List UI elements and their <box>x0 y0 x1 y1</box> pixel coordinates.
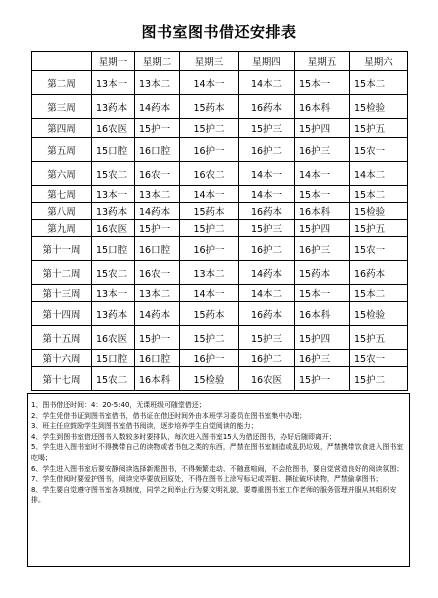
table-row <box>32 186 408 203</box>
class-cell: 16护二 <box>239 237 295 261</box>
class-cell: 15口腔 <box>92 350 135 367</box>
class-cell: 15护一 <box>135 326 180 350</box>
class-cell: 15口腔 <box>92 138 135 162</box>
header-friday: 星期五 <box>295 52 350 71</box>
table-row <box>32 138 408 162</box>
class-cell: 16农医 <box>92 220 135 237</box>
class-cell: 16农医 <box>92 326 135 350</box>
class-cell: 15护四 <box>295 326 350 350</box>
class-cell: 16护二 <box>239 350 295 367</box>
class-cell: 15护一 <box>135 220 180 237</box>
class-cell: 13药本 <box>92 203 135 220</box>
week-label: 第七周 <box>32 186 92 203</box>
class-cell: 14药本 <box>135 302 180 326</box>
class-cell: 15本一 <box>295 186 350 203</box>
class-cell: 15护三 <box>239 119 295 138</box>
week-label: 第四周 <box>32 119 92 138</box>
class-cell: 15护一 <box>135 119 180 138</box>
class-cell: 14本一 <box>180 71 239 95</box>
class-cell: 15护二 <box>180 326 239 350</box>
class-cell: 14本一 <box>295 162 350 186</box>
table-row <box>32 367 408 391</box>
table-row <box>32 261 408 285</box>
class-cell: 15药本 <box>180 95 239 119</box>
class-cell: 13本二 <box>180 261 239 285</box>
note-item: 8、学生要自觉遵守图书室各项制度，同学之间举止行为要文明礼貌，要尊重图书室工作老师的服务管理并服从其组织安排。 <box>31 485 397 505</box>
notes-list <box>31 400 406 506</box>
class-cell: 15护三 <box>239 326 295 350</box>
week-label: 第九周 <box>32 220 92 237</box>
class-cell: 15护二 <box>350 367 408 391</box>
class-cell: 15护五 <box>350 119 408 138</box>
table-row <box>32 326 408 350</box>
class-cell: 15药本 <box>295 261 350 285</box>
note-item: 7、学生借阅时要爱护图书，阅读完毕要放回原处，不得在图书上涂写标记或弄脏、撕扯破坏读物，严禁偷拿图书； <box>31 475 383 484</box>
class-cell: 15检验 <box>350 95 408 119</box>
class-cell: 16护二 <box>239 138 295 162</box>
table-row <box>32 162 408 186</box>
class-cell: 15农一 <box>350 237 408 261</box>
class-cell: 16本科 <box>295 302 350 326</box>
note-item: 5、学生进入图书室时不得携带自己的读物或者书包之类的东西，严禁在图书室制造或乱扔垃圾，严禁携带饮食进入图书室吃喝； <box>31 443 404 462</box>
class-cell: 14本一 <box>239 162 295 186</box>
class-cell: 15检验 <box>180 367 239 391</box>
class-cell: 16护一 <box>180 237 239 261</box>
header-saturday: 星期六 <box>350 52 408 71</box>
class-cell: 15护三 <box>239 220 295 237</box>
class-cell: 15农一 <box>350 350 408 367</box>
class-cell: 15护五 <box>350 220 408 237</box>
class-cell: 16药本 <box>239 302 295 326</box>
class-cell: 16药本 <box>239 203 295 220</box>
class-cell: 15护一 <box>295 367 350 391</box>
class-cell: 14药本 <box>135 95 180 119</box>
class-cell: 16口腔 <box>135 237 180 261</box>
notes-box <box>27 393 410 567</box>
class-cell: 14药本 <box>135 203 180 220</box>
class-cell: 15护二 <box>180 220 239 237</box>
class-cell: 15农二 <box>92 367 135 391</box>
week-label: 第十四周 <box>32 302 92 326</box>
class-cell: 14本一 <box>239 186 295 203</box>
class-cell: 15口腔 <box>92 237 135 261</box>
table-row <box>32 95 408 119</box>
page-title: 图书室图书借还安排表 <box>141 23 297 41</box>
class-cell: 14本二 <box>239 285 295 302</box>
table-row <box>32 302 408 326</box>
class-cell: 16农医 <box>239 367 295 391</box>
week-label: 第二周 <box>32 71 92 95</box>
class-cell: 15药本 <box>180 203 239 220</box>
class-cell: 16农二 <box>180 162 239 186</box>
week-label: 第十二周 <box>32 261 92 285</box>
class-cell: 16口腔 <box>135 350 180 367</box>
class-cell: 15护二 <box>180 119 239 138</box>
header-row <box>32 52 408 71</box>
class-cell: 16本科 <box>295 95 350 119</box>
class-cell: 14本二 <box>350 162 408 186</box>
class-cell: 16护一 <box>180 350 239 367</box>
note-item: 6、学生进入图书室后要安静阅读选择新需图书，不得频繁走动、不随意喧闹，不会抢图书，要自觉营造良好的阅读氛围； <box>31 464 404 473</box>
week-label: 第八周 <box>32 203 92 220</box>
class-cell: 16护三 <box>295 138 350 162</box>
table-row <box>32 119 408 138</box>
table-row <box>32 285 408 302</box>
class-cell: 13本一 <box>92 71 135 95</box>
class-cell: 16口腔 <box>135 138 180 162</box>
class-cell: 14本一 <box>180 186 239 203</box>
week-label: 第五周 <box>32 138 92 162</box>
header-corner <box>32 52 92 71</box>
class-cell: 14本一 <box>180 285 239 302</box>
table-row <box>32 350 408 367</box>
class-cell: 16农医 <box>92 119 135 138</box>
class-cell: 15农一 <box>350 138 408 162</box>
table-row <box>32 220 408 237</box>
table-row <box>32 237 408 261</box>
week-label: 第十一周 <box>32 237 92 261</box>
week-label: 第十三周 <box>32 285 92 302</box>
class-cell: 16药本 <box>350 261 408 285</box>
class-cell: 13药本 <box>92 302 135 326</box>
week-label: 第十七周 <box>32 367 92 391</box>
header-tuesday: 星期二 <box>135 52 180 71</box>
class-cell: 16农一 <box>135 261 180 285</box>
class-cell: 16护三 <box>295 237 350 261</box>
week-label: 第六周 <box>32 162 92 186</box>
class-cell: 16农一 <box>135 162 180 186</box>
note-item: 4、学生到图书室借还图书人数较多时要排队，每次进入图书室15人为借还图书，办好后随即离开； <box>31 432 336 441</box>
class-cell: 13药本 <box>92 95 135 119</box>
schedule-body <box>32 71 408 391</box>
table-row <box>32 203 408 220</box>
class-cell: 15护五 <box>350 326 408 350</box>
week-label: 第十五周 <box>32 326 92 350</box>
class-cell: 13本一 <box>92 285 135 302</box>
class-cell: 16护三 <box>295 350 350 367</box>
class-cell: 13本二 <box>135 186 180 203</box>
class-cell: 15检验 <box>350 302 408 326</box>
note-item: 3、班主任应鼓励学生到图书室借书阅读，逐步培养学生自觉阅读的能力； <box>31 422 258 431</box>
class-cell: 15检验 <box>350 203 408 220</box>
class-cell: 15本二 <box>350 71 408 95</box>
class-cell: 15本二 <box>350 186 408 203</box>
class-cell: 14药本 <box>239 261 295 285</box>
class-cell: 15农二 <box>92 261 135 285</box>
class-cell: 13本二 <box>135 285 180 302</box>
class-cell: 15本一 <box>295 285 350 302</box>
class-cell: 15药本 <box>180 302 239 326</box>
note-item: 1、图书借还时间：4：20-5:40，无课班级可随堂借还； <box>31 401 206 409</box>
week-label: 第十六周 <box>32 350 92 367</box>
class-cell: 15护四 <box>295 220 350 237</box>
header-thursday: 星期四 <box>239 52 295 71</box>
class-cell: 13本一 <box>92 186 135 203</box>
class-cell: 13本二 <box>135 71 180 95</box>
schedule-table <box>31 51 408 391</box>
header-monday: 星期一 <box>92 52 135 71</box>
class-cell: 16药本 <box>239 95 295 119</box>
class-cell: 15农二 <box>92 162 135 186</box>
class-cell: 16本科 <box>295 203 350 220</box>
class-cell: 15本二 <box>350 285 408 302</box>
header-wednesday: 星期三 <box>180 52 239 71</box>
class-cell: 15护四 <box>295 119 350 138</box>
note-item: 2、学生凭借书证到图书室借书，借书证在借还时间外由本班学习委员在图书室集中办理； <box>31 411 307 420</box>
week-label: 第三周 <box>32 95 92 119</box>
class-cell: 14本二 <box>239 71 295 95</box>
class-cell: 16护一 <box>180 138 239 162</box>
table-row <box>32 71 408 95</box>
class-cell: 15本一 <box>295 71 350 95</box>
class-cell: 16本科 <box>135 367 180 391</box>
